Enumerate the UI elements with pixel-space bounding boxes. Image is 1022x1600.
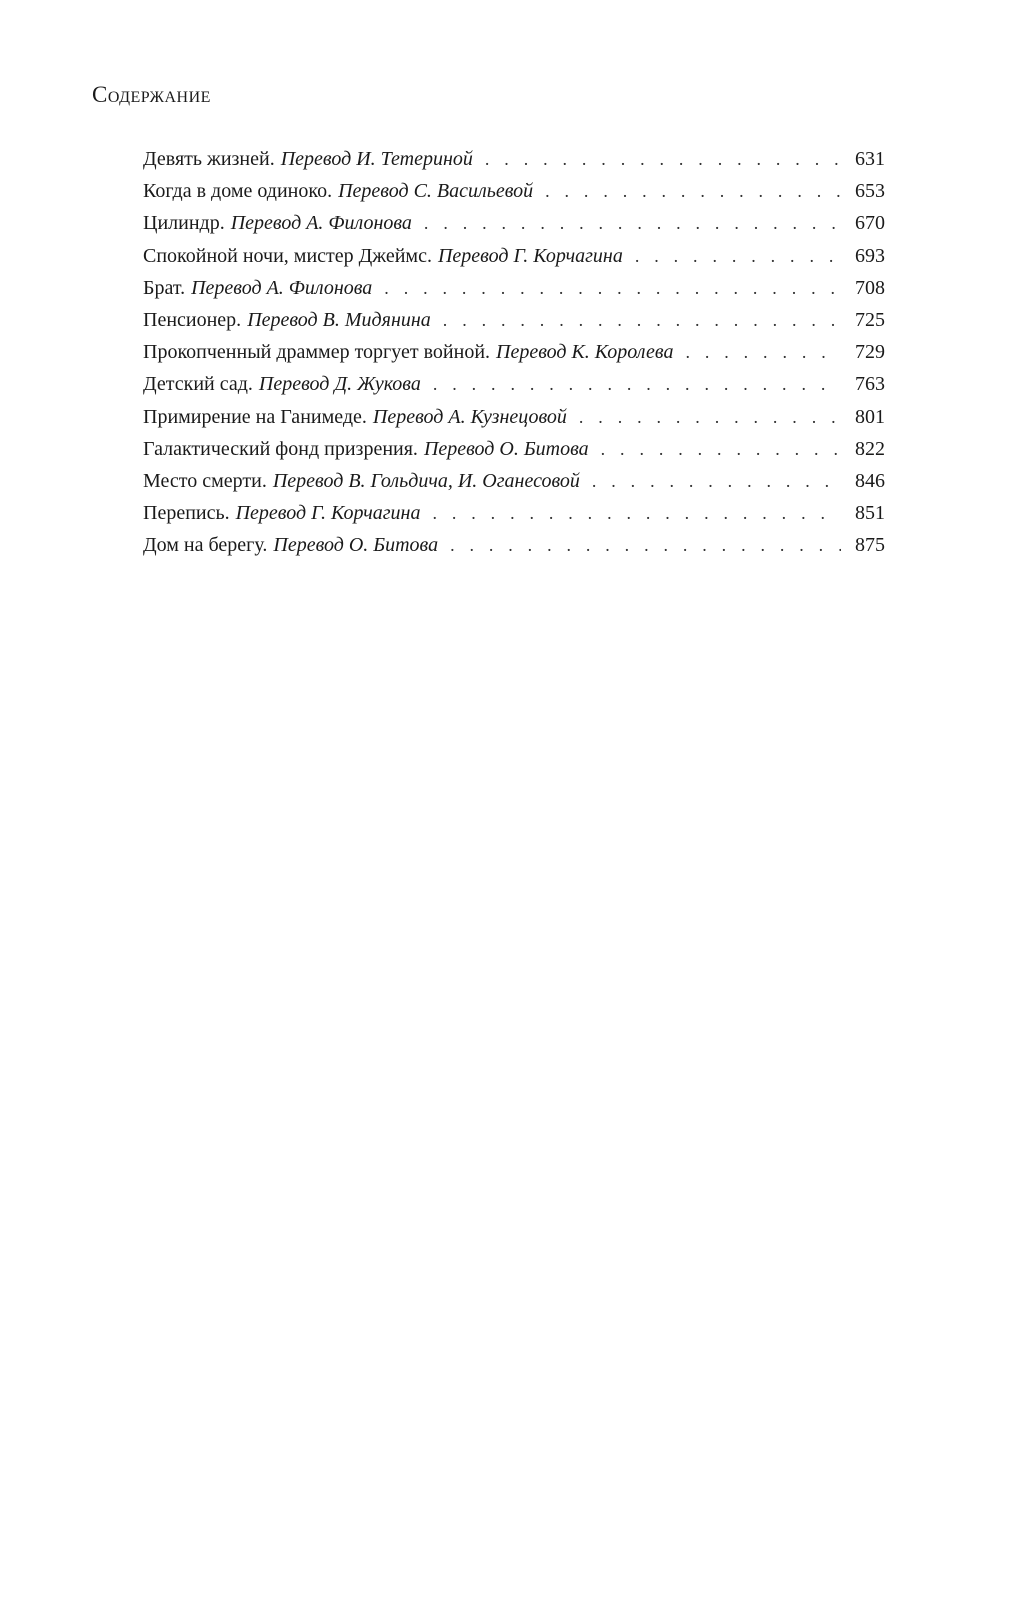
entry-title: Галактический фонд призрения. [143, 437, 418, 460]
entry-title: Детский сад. [143, 373, 253, 396]
entry-translator: Перевод В. Мидянина [247, 308, 431, 331]
entry-translator: Перевод Д. Жукова [258, 373, 421, 396]
entry-title: Пенсионер. [143, 308, 242, 331]
entry-translator: Перевод А. Кузнецовой [372, 405, 567, 428]
dot-leader [592, 465, 841, 497]
toc-entry [143, 143, 885, 175]
entry-page-number: 725 [855, 308, 885, 331]
entry-translator: Перевод С. Васильевой [338, 180, 534, 203]
entry-title: Девять жизней. [143, 148, 275, 170]
entry-translator: Перевод О. Битова [423, 437, 589, 460]
entry-translator: Перевод К. Королева [496, 341, 674, 364]
table-of-contents [143, 143, 885, 561]
entry-page-number: 822 [855, 437, 885, 460]
dot-leader [384, 272, 841, 304]
dot-leader [485, 143, 841, 175]
dot-leader [443, 304, 841, 336]
dot-leader [424, 207, 841, 239]
entry-title: Прокопченный драммер торгует войной. [143, 341, 491, 364]
entry-page-number: 875 [855, 534, 885, 557]
toc-entry [143, 175, 885, 207]
toc-entry [143, 368, 885, 400]
entry-page-number: 631 [855, 148, 885, 170]
entry-page-number: 801 [855, 405, 885, 428]
entry-title: Перепись. [143, 502, 230, 525]
entry-title: Спокойной ночи, мистер Джеймс. [143, 244, 432, 267]
toc-entry [143, 336, 885, 368]
entry-translator: Перевод Г. Корчагина [437, 244, 623, 267]
entry-page-number: 729 [855, 341, 885, 364]
entry-page-number: 851 [855, 502, 885, 525]
entry-translator: Перевод И. Тетериной [280, 148, 473, 170]
entry-page-number: 670 [855, 212, 885, 235]
entry-translator: Перевод А. Филонова [191, 276, 373, 299]
entry-page-number: 846 [855, 469, 885, 492]
toc-entry [143, 529, 885, 561]
dot-leader [579, 401, 841, 433]
dot-leader [545, 175, 841, 207]
entry-translator: Перевод А. Филонова [230, 212, 412, 235]
toc-entry [143, 497, 885, 529]
toc-entry [143, 304, 885, 336]
entry-title: Когда в доме одиноко. [143, 180, 333, 203]
entry-translator: Перевод В. Гольдича, И. Оганесовой [272, 469, 580, 492]
entry-title: Место смерти. [143, 469, 267, 492]
toc-entry [143, 401, 885, 433]
toc-entry [143, 433, 885, 465]
dot-leader [685, 336, 841, 368]
dot-leader [433, 368, 841, 400]
entry-translator: Перевод О. Битова [273, 534, 439, 557]
toc-entry [143, 465, 885, 497]
entry-title: Брат. [143, 276, 186, 299]
entry-page-number: 693 [855, 244, 885, 267]
running-head: Содержание [92, 82, 211, 107]
entry-page-number: 708 [855, 276, 885, 299]
dot-leader [450, 529, 841, 561]
toc-entry [143, 240, 885, 272]
dot-leader [432, 497, 841, 529]
entry-translator: Перевод Г. Корчагина [235, 502, 421, 525]
toc-entry [143, 272, 885, 304]
entry-title: Дом на берегу. [143, 534, 268, 557]
entry-title: Цилиндр. [143, 212, 225, 235]
dot-leader [601, 433, 841, 465]
dot-leader [635, 240, 841, 272]
entry-page-number: 763 [855, 373, 885, 396]
entry-page-number: 653 [855, 180, 885, 203]
entry-title: Примирение на Ганимеде. [143, 405, 367, 428]
toc-entry [143, 207, 885, 239]
